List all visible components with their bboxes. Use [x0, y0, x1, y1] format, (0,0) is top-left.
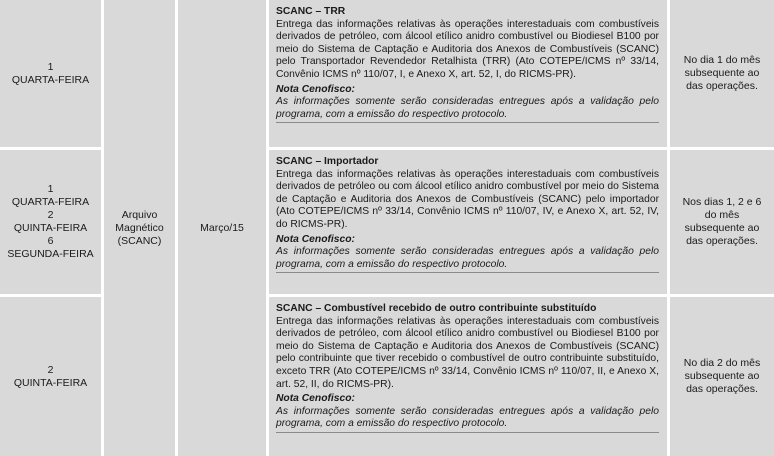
description-body: Entrega das informações relativas às operações interestaduais com combustíveis derivados de petróleo, com álcool etílico anidro combustível ou Biodiesel B100 por meio do Sistema de Captação e Auditoria dos Anexos de Combustíveis (SCANC) pelo contribuinte que tiver recebido o combustível de outro contribuinte substituído, exceto TRR (Ato COTEPE/ICMS nº 33/14, Convênio ICMS nº 110/07, II, e Anexo X, art. 52, II, do RICMS-PR). [276, 315, 659, 390]
divider [276, 432, 659, 433]
day-cell-row2 [0, 150, 101, 294]
weekday: QUARTA-FEIRA [11, 73, 90, 86]
deadline-text: No dia 2 do mês subsequente ao das operações. [683, 357, 761, 395]
deadline-cell-row1 [670, 0, 774, 147]
description-title: SCANC – Importador [276, 156, 379, 167]
day-cell-row3 [0, 297, 101, 456]
deadline-text: Nos dias 1, 2 e 6 do mês subsequente ao das operações. [682, 196, 762, 247]
day-number: 1 [47, 60, 54, 73]
description-cell-row3 [269, 297, 667, 456]
description-cell-row1 [269, 0, 667, 147]
period-cell [178, 0, 266, 456]
weekday: SEGUNDA-FEIRA [7, 248, 94, 260]
description-title: SCANC – Combustível recebido de outro contribuinte substituído [276, 303, 597, 314]
description-body: Entrega das informações relativas às operações interestaduais com combustíveis derivados de petróleo ou com álcool etílico anidro combustível por meio do Sistema de Captação e Auditoria dos Anexos de Combustíveis (SCANC) pelo importador (Ato COTEPE/ICMS nº 33/14, Convênio ICMS nº 110/07, IV, e Anexo X, art. 52, IV, do RICMS-PR). [276, 168, 659, 230]
description-cell-row2 [269, 150, 667, 294]
note-title: Nota Cenofisco: [276, 83, 355, 95]
weekday: QUARTA-FEIRA [11, 196, 90, 208]
note-body: As informações somente serão consideradas entregues após a validação pelo programa, com a emissão do respectivo protocolo. [276, 405, 659, 430]
obligation-line: (SCANC) [117, 234, 162, 247]
deadline-cell-row2 [670, 150, 774, 294]
description-body: Entrega das informações relativas às operações interestaduais com combustíveis derivados de petróleo, com álcool etílico anidro combustível ou Biodiesel B100 por meio do Sistema de Captação e Auditoria dos Anexos de Combustíveis (SCANC) pelo Transportador Revendedor Retalhista (TRR) (Ato COTEPE/ICMS nº 33/14, Convênio ICMS nº 110/07, I, e Anexo X, art. 52, I, do RICMS-PR). [276, 18, 659, 80]
note-title: Nota Cenofisco: [276, 233, 355, 245]
day-cell-row1 [0, 0, 101, 147]
divider [276, 122, 659, 123]
deadline-text: No dia 1 do mês subsequente ao das operações. [683, 54, 761, 92]
day-number: 1 [47, 183, 54, 195]
obligation-line: Magnético [115, 221, 164, 234]
obligation-cell [104, 0, 175, 456]
deadline-cell-row3 [670, 297, 774, 456]
description-title: SCANC – TRR [276, 6, 346, 17]
period-text: Março/15 [200, 221, 244, 234]
obligation-line: Arquivo [121, 208, 158, 221]
note-body: As informações somente serão consideradas entregues após a validação pelo programa, com a emissão do respectivo protocolo. [276, 96, 659, 120]
day-number: 2 [47, 209, 54, 221]
weekday: QUINTA-FEIRA [13, 222, 88, 234]
weekday: QUINTA-FEIRA [13, 376, 88, 389]
day-number: 2 [47, 363, 54, 376]
day-number: 6 [47, 235, 54, 247]
note-body: As informações somente serão consideradas entregues após a validação pelo programa, com a emissão do respectivo protocolo. [276, 246, 659, 270]
divider [276, 272, 659, 273]
note-title: Nota Cenofisco: [276, 393, 355, 405]
